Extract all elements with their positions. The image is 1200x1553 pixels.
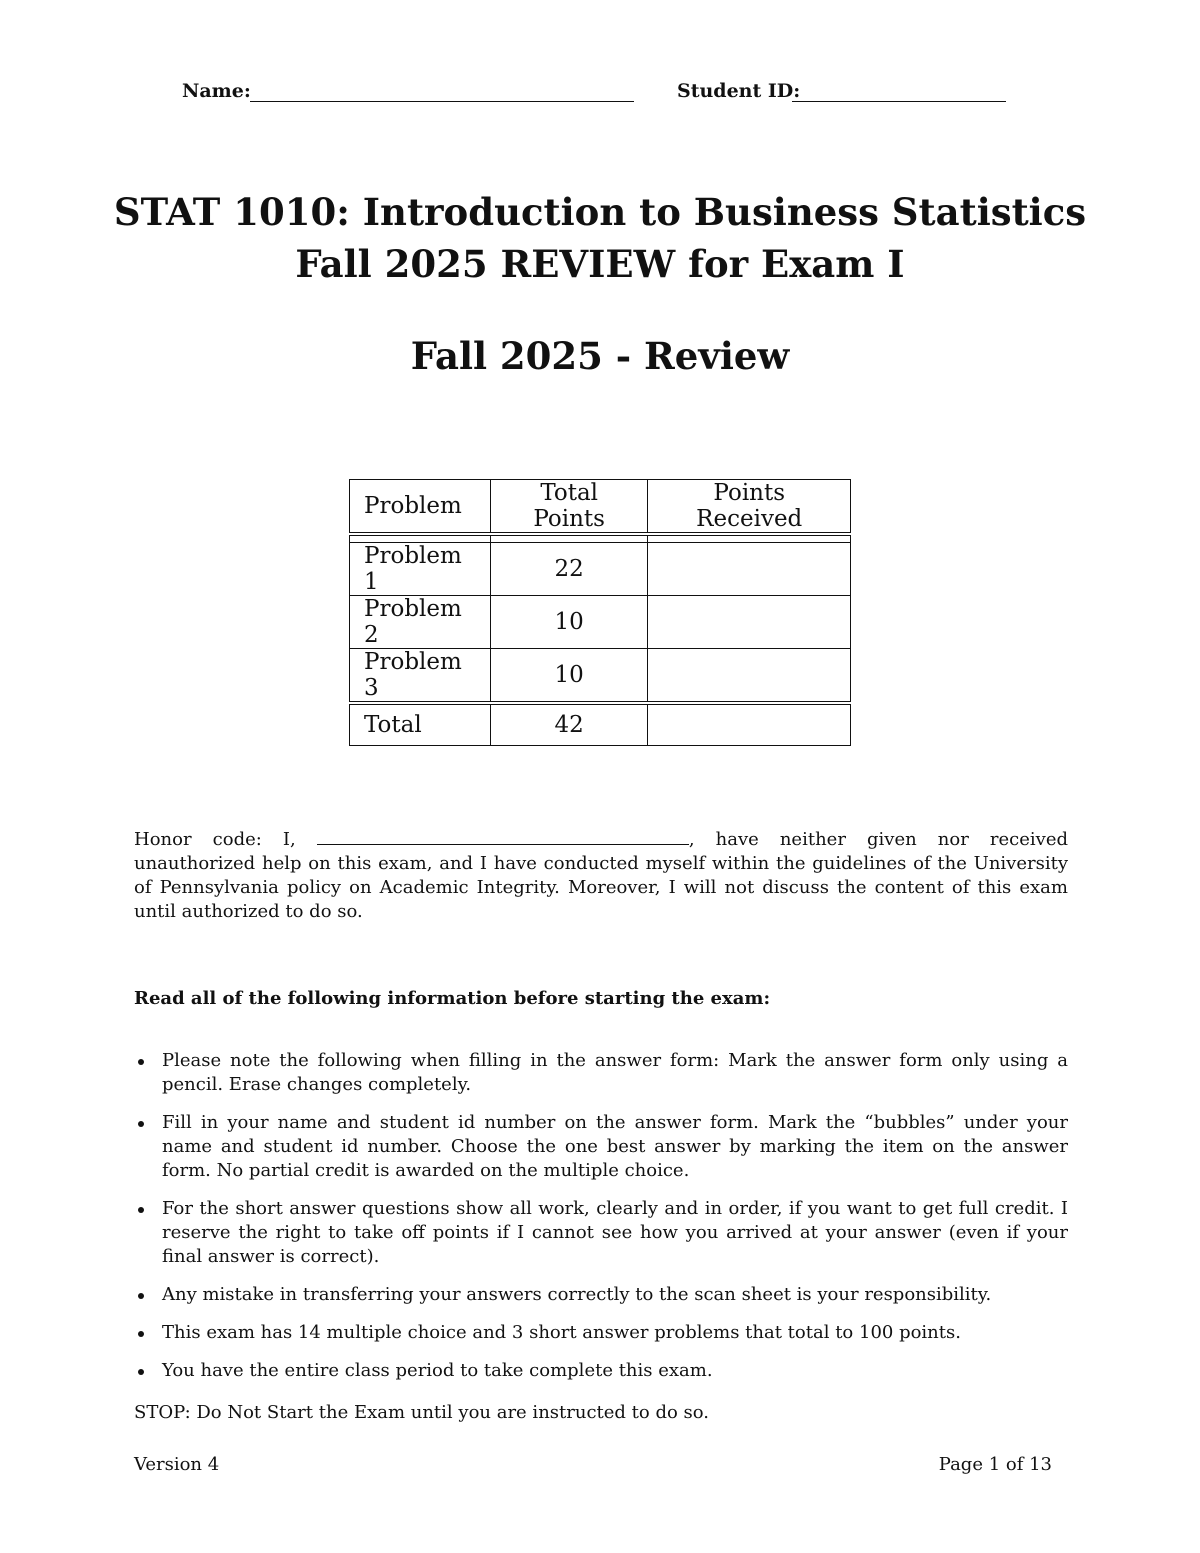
bullet-icon [138,1331,144,1337]
table-row [350,542,851,595]
score-table-header-row [350,480,851,535]
row-problem: Problem 2 [350,595,491,648]
list-item [134,1049,1068,1097]
honor-code-name-blank[interactable] [317,830,689,845]
list-item-text: Fill in your name and student id number on the answer form. Mark the “bubbles” under your name and student id number. Choose the one best answer by marking the item on the answer form. No partial credit is awarded on the multiple choice. [162,1112,1068,1181]
table-row [350,648,851,703]
honor-code-paragraph [134,828,1068,924]
bullet-icon [138,1121,144,1127]
list-item [134,1111,1068,1183]
instructions-list [134,1049,1068,1397]
list-item [134,1321,1068,1345]
footer-page-number: Page 1 of 13 [938,1454,1052,1475]
table-row [350,595,851,648]
course-title: STAT 1010: Introduction to Business Statistics [113,190,1087,234]
list-item-text: For the short answer questions show all work, clearly and in order, if you want to get full credit. I reserve the right to take off points if I cannot see how you arrived at your answer (even if your final answer is correct). [162,1198,1068,1267]
total-label: Total [350,703,491,746]
header-problem: Problem [350,480,491,535]
list-item-text: You have the entire class period to take complete this exam. [162,1360,713,1381]
row-total-points: 22 [490,542,648,595]
bullet-icon [138,1369,144,1375]
list-item [134,1359,1068,1383]
row-points-received[interactable] [648,542,851,595]
footer-version: Version 4 [134,1454,220,1475]
bullet-icon [138,1293,144,1299]
list-item [134,1197,1068,1269]
student-id-label: Student ID: [677,80,801,102]
student-id-blank-line[interactable] [792,101,1006,102]
honor-code-text: , have neither given nor received unauthorized help on this exam, and I have conducted myself within the guidelines of the University of Pennsylvania policy on Academic Integrity. Moreover, I will not discuss the content of this exam until authorized to do so. [134,829,1068,922]
total-points-received[interactable] [648,703,851,746]
bullet-icon [138,1207,144,1213]
row-problem: Problem 1 [350,542,491,595]
honor-code-prefix: Honor code: I, [134,829,317,850]
header-total-points: Total Points [490,480,648,535]
row-total-points: 10 [490,648,648,703]
row-total-points: 10 [490,595,648,648]
table-total-row [350,703,851,746]
row-points-received[interactable] [648,648,851,703]
table-spacer [350,534,851,542]
score-table [349,479,851,746]
list-item-text: Please note the following when filling in the answer form: Mark the answer form only using a pencil. Erase changes completely. [162,1050,1068,1095]
row-problem: Problem 3 [350,648,491,703]
exam-title: Fall 2025 REVIEW for Exam I [295,242,905,286]
list-item [134,1283,1068,1307]
stop-notice: STOP: Do Not Start the Exam until you are instructed to do so. [134,1402,710,1423]
total-points: 42 [490,703,648,746]
review-title: Fall 2025 - Review [410,334,790,378]
row-points-received[interactable] [648,595,851,648]
header-points-received: Points Received [648,480,851,535]
name-blank-line[interactable] [250,101,634,102]
bullet-icon [138,1059,144,1065]
name-label: Name: [182,80,251,102]
instructions-heading: Read all of the following information before starting the exam: [134,988,771,1009]
list-item-text: Any mistake in transferring your answers correctly to the scan sheet is your responsibility. [162,1284,992,1305]
list-item-text: This exam has 14 multiple choice and 3 short answer problems that total to 100 points. [162,1322,961,1343]
